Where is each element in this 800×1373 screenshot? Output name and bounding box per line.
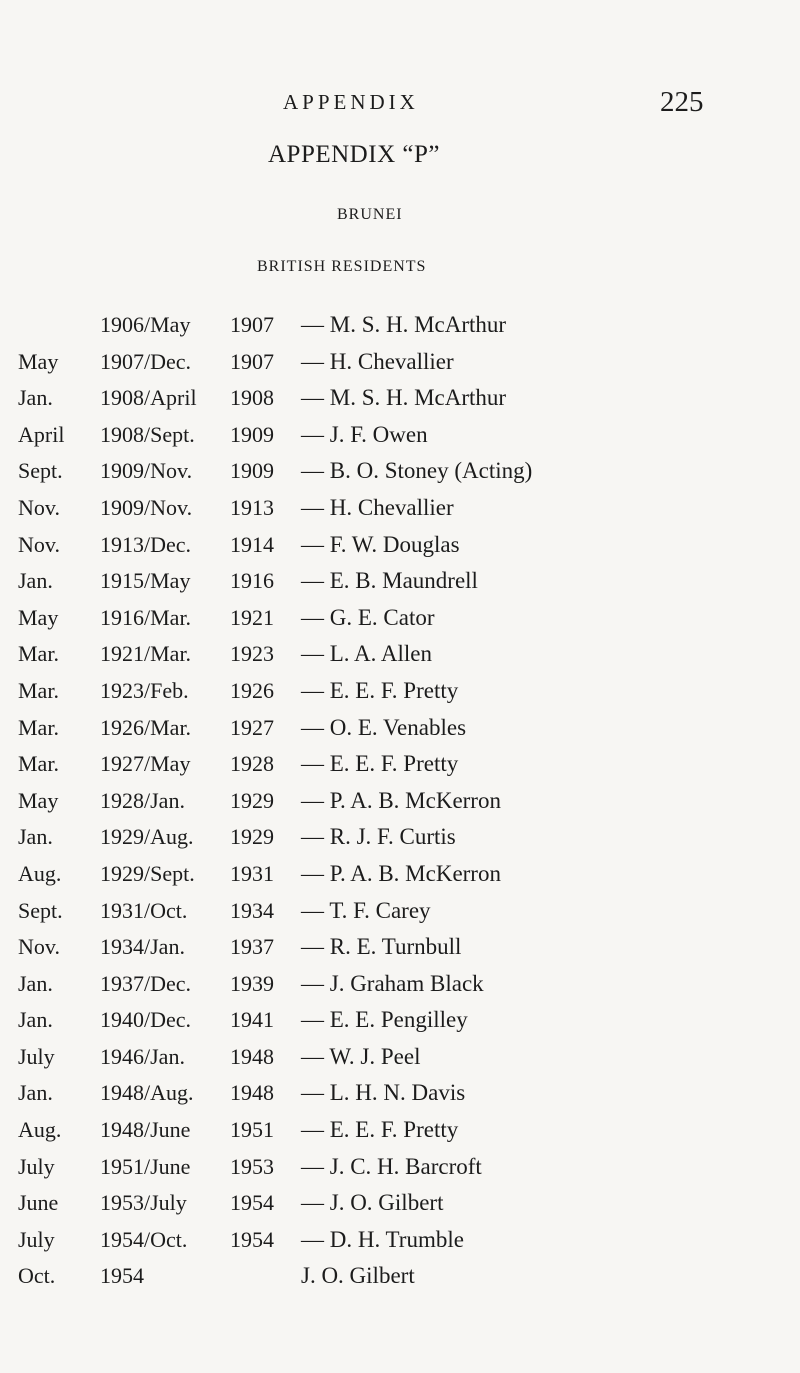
table-row <box>0 970 800 1007</box>
start-month: July <box>18 1153 55 1179</box>
date-range: 1954/Oct. <box>100 1226 188 1252</box>
end-year: 1951 <box>230 1117 274 1143</box>
resident-name: — L. A. Allen <box>301 641 432 667</box>
table-row <box>0 677 800 714</box>
appendix-title: APPENDIX “P” <box>268 141 440 168</box>
table-row <box>0 567 800 604</box>
end-year: 1913 <box>230 494 274 520</box>
start-month: Oct. <box>18 1263 56 1289</box>
table-row <box>0 1079 800 1116</box>
resident-name: — B. O. Stoney (Acting) <box>301 458 533 484</box>
date-range: 1907/Dec. <box>100 348 192 374</box>
end-year: 1931 <box>230 860 274 886</box>
table-row <box>0 311 800 348</box>
start-month: Aug. <box>18 860 62 886</box>
resident-name: — L. H. N. Davis <box>301 1080 466 1106</box>
start-month: Aug. <box>18 1117 62 1143</box>
end-year: 1939 <box>230 970 274 996</box>
end-year: 1909 <box>230 458 274 484</box>
table-row <box>0 384 800 421</box>
table-row <box>0 933 800 970</box>
date-range: 1948/June <box>100 1117 191 1143</box>
start-month: Nov. <box>18 934 60 960</box>
table-row <box>0 531 800 568</box>
table-row <box>0 494 800 531</box>
resident-name: — E. B. Maundrell <box>301 568 478 594</box>
table-row <box>0 348 800 385</box>
date-range: 1913/Dec. <box>100 531 192 557</box>
start-month: Jan. <box>18 385 53 411</box>
start-month: May <box>18 787 59 813</box>
date-range: 1937/Dec. <box>100 970 192 996</box>
table-row <box>0 1153 800 1190</box>
table-row <box>0 421 800 458</box>
resident-name: — F. W. Douglas <box>301 531 460 557</box>
running-head <box>0 86 800 120</box>
resident-name: — W. J. Peel <box>301 1043 421 1069</box>
resident-name: — R. E. Turnbull <box>301 934 462 960</box>
start-month: Jan. <box>18 824 53 850</box>
end-year: 1954 <box>230 1226 274 1252</box>
table-row <box>0 1226 800 1263</box>
resident-name: — P. A. B. McKerron <box>301 860 501 886</box>
end-year: 1934 <box>230 897 274 923</box>
start-month: Jan. <box>18 970 53 996</box>
date-range: 1908/Sept. <box>100 421 195 447</box>
start-month: Nov. <box>18 494 60 520</box>
start-month: July <box>18 1043 55 1069</box>
date-range: 1953/July <box>100 1190 187 1216</box>
resident-name: — P. A. B. McKerron <box>301 787 501 813</box>
resident-name: — E. E. F. Pretty <box>301 751 459 777</box>
country-heading: BRUNEI <box>337 206 403 223</box>
table-row <box>0 1043 800 1080</box>
date-range: 1923/Feb. <box>100 677 189 703</box>
date-range: 1926/Mar. <box>100 714 192 740</box>
resident-name: J. O. Gilbert <box>301 1263 415 1289</box>
resident-name: — J. O. Gilbert <box>301 1190 444 1216</box>
end-year: 1937 <box>230 934 274 960</box>
date-range: 1927/May <box>100 751 191 777</box>
running-title: APPENDIX <box>283 90 419 114</box>
date-range: 1929/Aug. <box>100 824 194 850</box>
table-row <box>0 787 800 824</box>
resident-name: — M. S. H. McArthur <box>301 385 507 411</box>
resident-name: — J. C. H. Barcroft <box>301 1153 482 1179</box>
start-month: Mar. <box>18 677 59 703</box>
residents-list <box>0 311 800 1299</box>
date-range: 1928/Jan. <box>100 787 185 813</box>
end-year: 1907 <box>230 348 274 374</box>
table-row <box>0 750 800 787</box>
start-month: April <box>18 421 65 447</box>
end-year: 1923 <box>230 641 274 667</box>
table-row <box>0 897 800 934</box>
end-year: 1953 <box>230 1153 274 1179</box>
resident-name: — H. Chevallier <box>301 494 454 520</box>
table-row <box>0 640 800 677</box>
resident-name: — J. Graham Black <box>301 970 484 996</box>
start-month: May <box>18 604 59 630</box>
end-year: 1914 <box>230 531 274 557</box>
table-row <box>0 1116 800 1153</box>
date-range: 1908/April <box>100 385 197 411</box>
resident-name: — G. E. Cator <box>301 604 435 630</box>
start-month: June <box>18 1190 59 1216</box>
start-month: Mar. <box>18 751 59 777</box>
date-range: 1951/June <box>100 1153 191 1179</box>
resident-name: — T. F. Carey <box>301 897 431 923</box>
start-month: May <box>18 348 59 374</box>
start-month: Sept. <box>18 897 63 923</box>
resident-name: — E. E. F. Pretty <box>301 1117 459 1143</box>
table-row <box>0 860 800 897</box>
start-month: Nov. <box>18 531 60 557</box>
date-range: 1948/Aug. <box>100 1080 194 1106</box>
date-range: 1931/Oct. <box>100 897 188 923</box>
date-range: 1909/Nov. <box>100 458 193 484</box>
end-year: 1929 <box>230 787 274 813</box>
table-row <box>0 1189 800 1226</box>
resident-name: — R. J. F. Curtis <box>301 824 456 850</box>
start-month: Mar. <box>18 641 59 667</box>
section-subtitle: BRITISH RESIDENTS <box>257 258 427 275</box>
table-row <box>0 1262 800 1299</box>
end-year: 1921 <box>230 604 274 630</box>
resident-name: — H. Chevallier <box>301 348 454 374</box>
start-month: Mar. <box>18 714 59 740</box>
date-range: 1916/Mar. <box>100 604 192 630</box>
end-year: 1926 <box>230 677 274 703</box>
date-range: 1954 <box>100 1263 144 1289</box>
resident-name: — J. F. Owen <box>301 421 428 447</box>
date-range: 1915/May <box>100 568 191 594</box>
end-year: 1908 <box>230 385 274 411</box>
end-year: 1927 <box>230 714 274 740</box>
date-range: 1934/Jan. <box>100 934 185 960</box>
table-row <box>0 604 800 641</box>
end-year: 1909 <box>230 421 274 447</box>
end-year: 1941 <box>230 1007 274 1033</box>
end-year: 1916 <box>230 568 274 594</box>
start-month: Jan. <box>18 1007 53 1033</box>
date-range: 1929/Sept. <box>100 860 195 886</box>
resident-name: — M. S. H. McArthur <box>301 312 507 337</box>
end-year: 1929 <box>230 824 274 850</box>
resident-name: — D. H. Trumble <box>301 1226 464 1252</box>
table-row <box>0 823 800 860</box>
end-year: 1954 <box>230 1190 274 1216</box>
start-month: Jan. <box>18 568 53 594</box>
resident-name: — E. E. Pengilley <box>301 1007 468 1033</box>
table-row <box>0 1006 800 1043</box>
table-row <box>0 457 800 494</box>
date-range: 1909/Nov. <box>100 494 193 520</box>
page-number: 225 <box>660 86 704 118</box>
end-year: 1948 <box>230 1080 274 1106</box>
end-year: 1928 <box>230 751 274 777</box>
resident-name: — E. E. F. Pretty <box>301 677 459 703</box>
end-year: 1907 <box>230 312 274 337</box>
start-month: Sept. <box>18 458 63 484</box>
date-range: 1921/Mar. <box>100 641 192 667</box>
start-month: Jan. <box>18 1080 53 1106</box>
table-row <box>0 714 800 751</box>
date-range: 1946/Jan. <box>100 1043 185 1069</box>
date-range: 1940/Dec. <box>100 1007 192 1033</box>
end-year: 1948 <box>230 1043 274 1069</box>
resident-name: — O. E. Venables <box>301 714 467 740</box>
date-range: 1906/May <box>100 312 191 337</box>
start-month: July <box>18 1226 55 1252</box>
